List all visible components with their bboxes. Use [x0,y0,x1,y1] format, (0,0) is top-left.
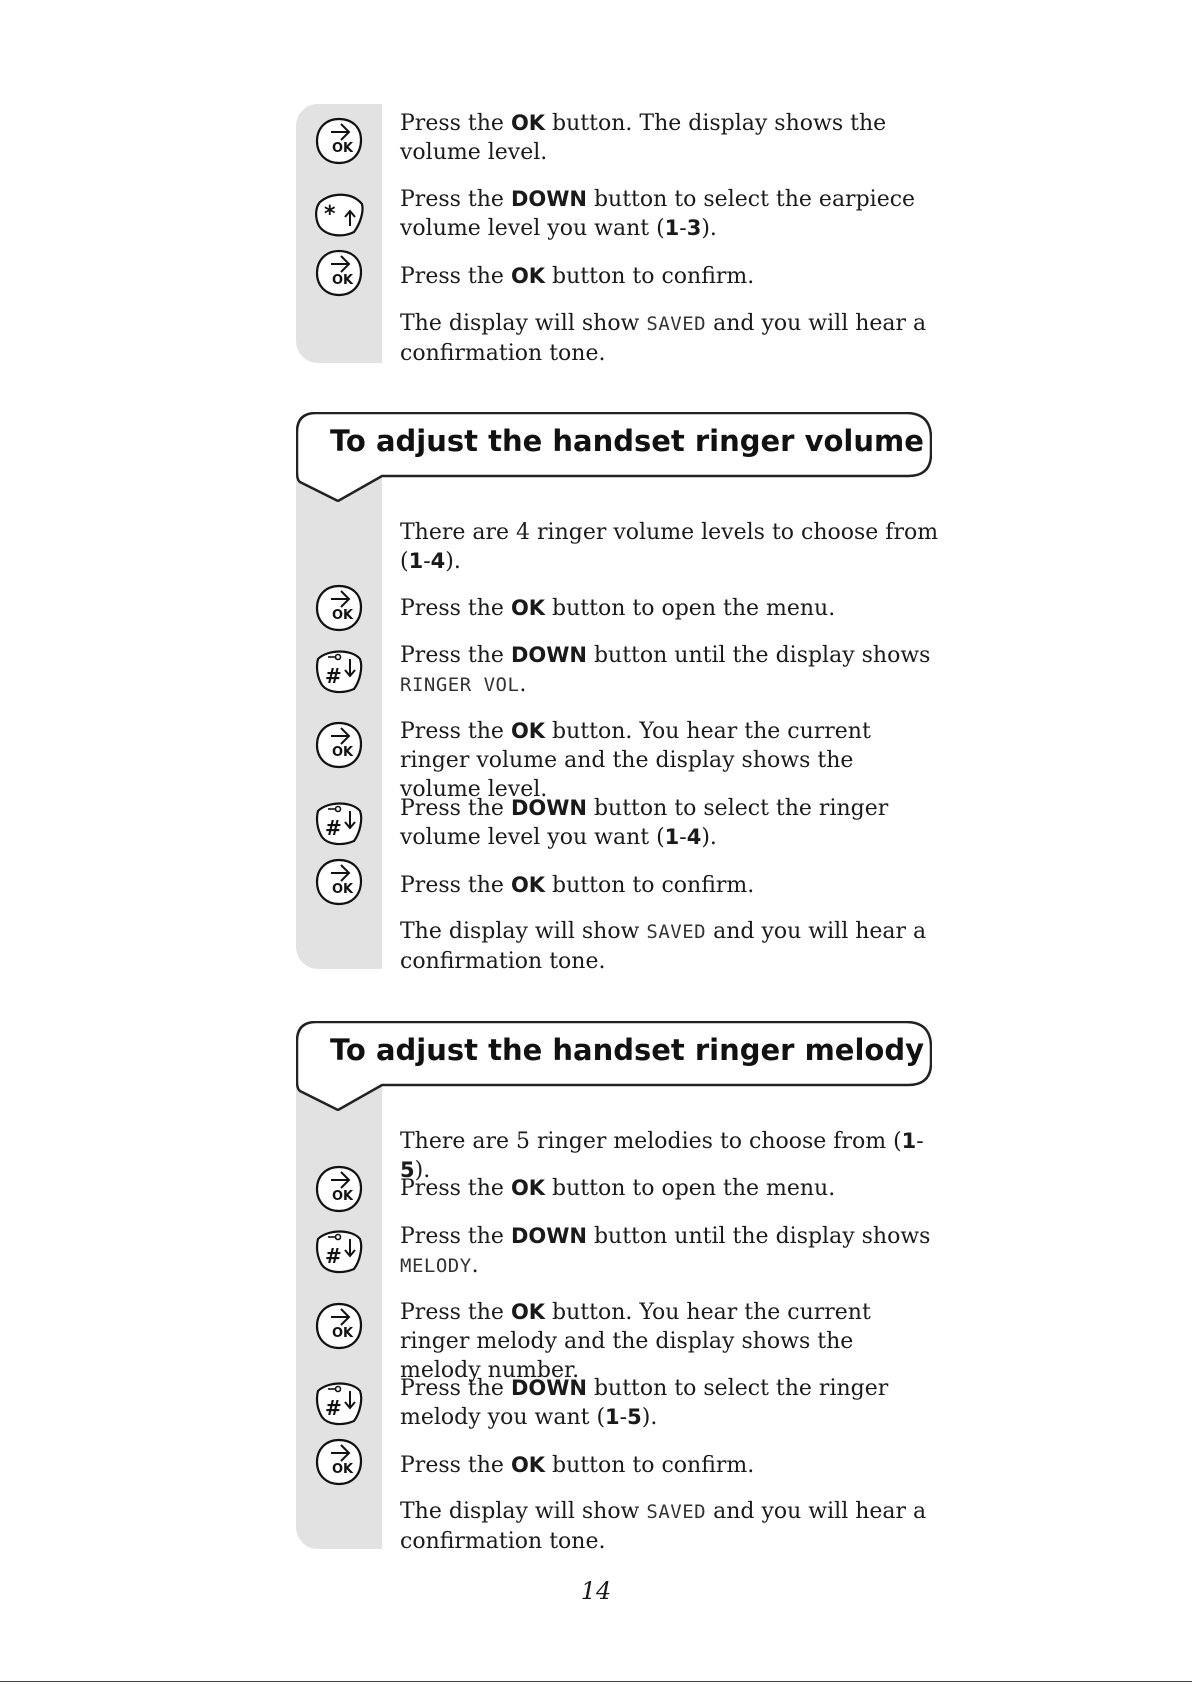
step-text: button. The display shows the volume level. [400,111,887,165]
step [400,1174,940,1203]
svg-text:#: # [325,1244,342,1268]
key-label: OK [510,596,546,620]
step [400,871,940,900]
ok-button-icon [312,114,366,168]
key-label: 5 [400,1158,415,1182]
svg-text:#: # [325,664,342,688]
svg-text:OK: OK [332,1462,354,1477]
step [400,109,940,167]
step-text: Press the [400,264,511,289]
svg-text:*: * [324,202,336,227]
step-text: button to select the ringer melody you want ( [400,1376,889,1430]
hash-down-button-icon [312,795,366,849]
ok-button-icon [312,1299,366,1353]
step-text: - [916,1129,924,1154]
step-text: button. You hear the current ringer melody and the display shows the melody number. [400,1300,871,1383]
key-label: 4 [430,549,446,573]
key-label: 5 [627,1405,642,1429]
step [400,309,940,368]
step-text: Press the [400,873,511,898]
step [400,1298,940,1385]
display-text: SAVED [646,313,707,335]
svg-text:#: # [325,816,342,840]
step-text: . [471,1253,479,1278]
step [400,717,940,804]
key-label: 3 [686,216,702,240]
key-label: OK [510,719,546,743]
ok-button-icon [312,581,366,635]
step-text: Press the [400,1176,511,1201]
step-text: button to confirm. [545,1453,755,1478]
step [400,794,940,852]
key-label: 1 [901,1129,917,1153]
step-text: The display will show [400,919,647,944]
step-text: button to select the earpiece volume level you want ( [400,187,916,241]
step-text: Press the [400,643,511,668]
hash-down-button-icon [312,643,366,697]
step-text: button to confirm. [545,873,755,898]
star-up-button-icon [312,188,366,242]
step-text: and you will hear a confirmation tone. [400,311,927,366]
step-text: button. You hear the current ringer volume and the display shows the volume level. [400,719,871,802]
step [400,518,940,576]
step-text: button to select the ringer volume level you want ( [400,796,889,850]
key-label: DOWN [510,1376,587,1400]
step-text: . [519,672,527,697]
ok-button-icon [312,1162,366,1216]
step-text: - [679,216,687,241]
step [400,185,940,243]
step-text: - [679,825,687,850]
step-text: button to open the menu. [545,1176,836,1201]
section-heading-banner [296,1021,932,1111]
step-text: The display will show [400,1499,647,1524]
ok-button-icon [312,855,366,909]
key-label: OK [510,1453,546,1477]
display-text: SAVED [646,1501,707,1523]
step-text: Press the [400,1453,511,1478]
step-text: ). [701,825,717,850]
step-text: button to open the menu. [545,596,836,621]
ok-button-icon [312,1435,366,1489]
ok-button-icon [312,718,366,772]
svg-text:OK: OK [332,745,354,760]
step-text: ). [414,1158,431,1183]
hash-down-button-icon [312,1223,366,1277]
step-text: There are 5 ringer melodies to choose from ( [400,1129,902,1154]
step-text: Press the [400,796,511,821]
step-text: ). [641,1405,658,1430]
key-label: DOWN [510,643,587,667]
step-text: The display will show [400,311,647,336]
key-label: 4 [686,825,702,849]
key-label: OK [510,873,546,897]
section-title: To adjust the handset ringer melody [330,1033,924,1067]
key-label: 1 [408,549,424,573]
svg-text:OK: OK [332,1326,354,1341]
svg-text:OK: OK [332,273,354,288]
ok-button-icon [312,246,366,300]
step-text: Press the [400,187,511,212]
step-text: - [619,1405,628,1430]
page-edge-rule [0,1681,1192,1682]
key-label: DOWN [510,1224,587,1248]
step-text: button to confirm. [545,264,755,289]
key-label: 1 [605,1405,620,1429]
display-text: MELODY [400,1255,472,1277]
step-text: Press the [400,596,511,621]
key-label: 1 [664,825,680,849]
step-text: - [423,549,431,574]
svg-text:#: # [325,1396,342,1420]
step [400,594,940,623]
step [400,262,940,291]
section-heading-banner [296,412,932,502]
step-text: ). [445,549,461,574]
key-label: OK [510,264,546,288]
svg-text:OK: OK [332,608,354,623]
key-label: DOWN [510,796,587,820]
step [400,1222,940,1281]
key-label: 1 [664,216,680,240]
section-title: To adjust the handset ringer volume [330,424,924,458]
step-text: and you will hear a confirmation tone. [400,919,927,974]
svg-text:OK: OK [332,141,354,156]
key-label: DOWN [510,187,587,211]
step [400,917,940,976]
step [400,641,940,700]
key-label: OK [510,111,546,135]
step-text: Press the [400,111,511,136]
svg-text:OK: OK [332,1189,354,1204]
key-label: OK [510,1176,546,1200]
step-text: button until the display shows [586,643,931,668]
display-text: RINGER VOL [400,674,520,696]
step-text: There are 4 ringer volume levels to choose from ( [400,520,939,574]
step-text: ). [701,216,717,241]
step-text: Press the [400,719,511,744]
step-text: Press the [400,1376,511,1401]
step-text: button until the display shows [586,1224,931,1249]
svg-text:OK: OK [332,882,354,897]
key-label: OK [510,1300,546,1324]
display-text: SAVED [646,921,707,943]
page-number: 14 [580,1577,612,1605]
hash-down-button-icon [312,1375,366,1429]
step-text: Press the [400,1300,511,1325]
step [400,1374,940,1432]
step [400,1451,940,1480]
step-text: Press the [400,1224,511,1249]
step [400,1497,940,1556]
step-text: and you will hear a confirmation tone. [400,1499,927,1554]
